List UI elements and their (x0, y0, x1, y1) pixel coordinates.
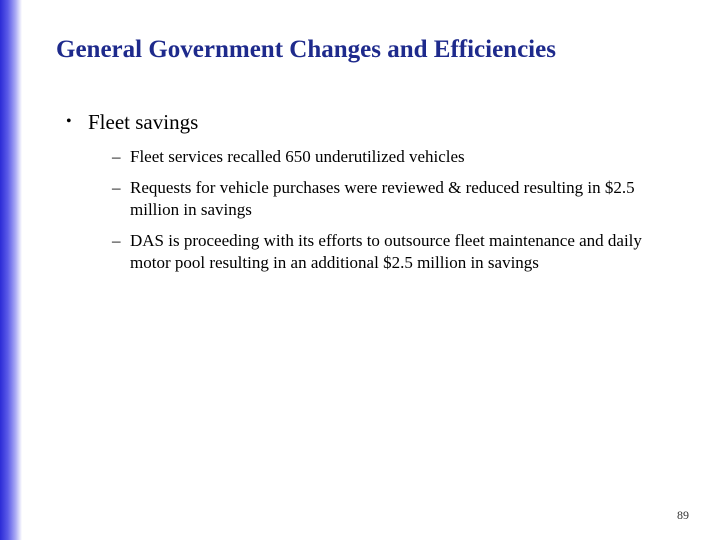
sub-bullet-text: Fleet services recalled 650 underutilized vehicles (130, 147, 465, 166)
bullet-icon: • (66, 113, 72, 130)
dash-icon: – (112, 231, 121, 250)
bullet-text: Fleet savings (88, 110, 199, 134)
left-accent-bar (0, 0, 22, 540)
page-number: 89 (677, 508, 689, 522)
sub-bullet-text: Requests for vehicle purchases were reviewed & reduced resulting in $2.5 million in savings (130, 178, 635, 219)
dash-icon: – (112, 178, 121, 197)
sub-bullet-item (112, 230, 672, 274)
bullet-item-fleet-savings (66, 110, 198, 135)
sub-bullet-item (112, 146, 672, 168)
sub-bullet-text: DAS is proceeding with its efforts to outsource fleet maintenance and daily motor pool resulting in an additional $2.5 million in savings (130, 231, 642, 272)
slide-title: General Government Changes and Efficiencies (56, 36, 556, 63)
sub-bullet-item (112, 177, 672, 221)
dash-icon: – (112, 147, 121, 166)
sub-bullet-list (112, 146, 672, 283)
